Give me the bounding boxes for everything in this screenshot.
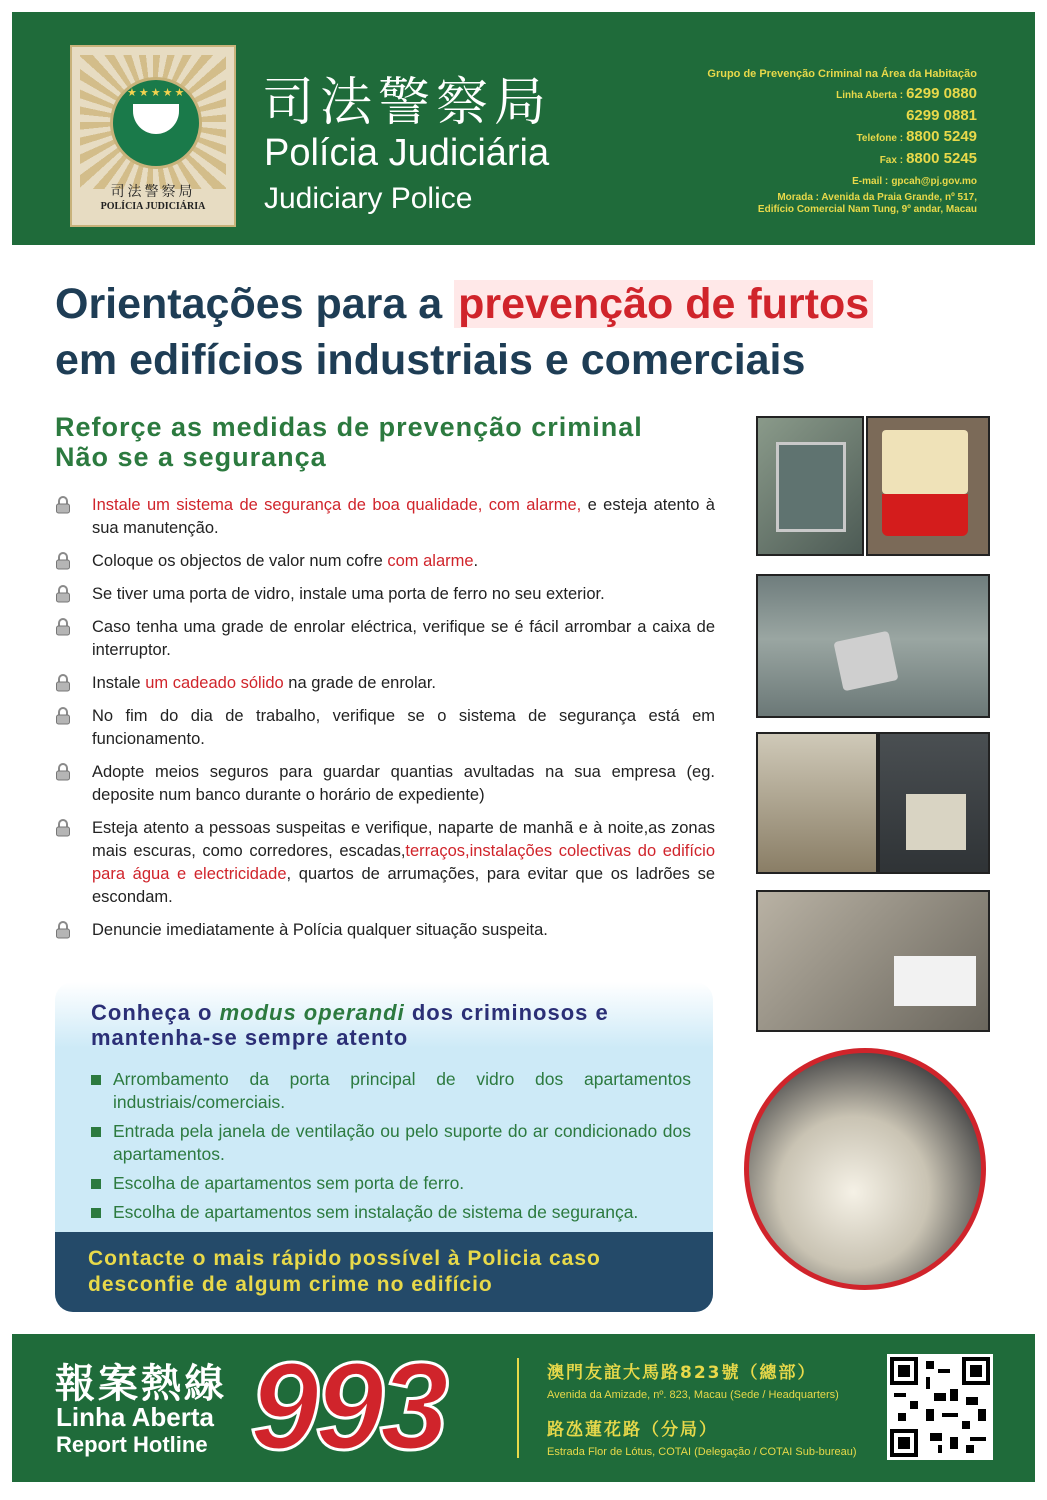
modus-title-line2: mantenha-se sempre atento [91, 1025, 409, 1050]
logo-pt-text: POLÍCIA JUDICIÁRIA [100, 201, 206, 212]
air-conditioner-icon [894, 956, 976, 1006]
tip-item [55, 817, 715, 909]
macau-emblem-icon [110, 77, 202, 169]
tip-text-text: Caso tenha uma grade de enrolar eléctrica, verifique se é fácil arrombar a caixa de interruptor. [92, 618, 715, 659]
address-line-1: Morada : Avenida da Praia Grande, nº 517, [777, 192, 977, 203]
address-line-2: Edifício Comercial Nam Tung, 9º andar, Macau [757, 204, 977, 215]
hotline-number-1: 6299 0880 [906, 85, 977, 102]
contact-line-2: desconfie de algum crime no edifício [88, 1273, 493, 1296]
padlock-photo [756, 574, 990, 718]
hq-address-pt: Avenida da Amizade, nº. 823, Macau (Sede / Headquarters) [547, 1389, 839, 1401]
tip-text-before: Esteja atento a pessoas suspeitas e verifique, naparte de manhã e à noite,as zonas mais escuras, como corredores, escadas, [92, 819, 715, 860]
tip-text-red: um cadeado sólido [145, 674, 284, 692]
phone-label: Telefone : [856, 133, 904, 144]
footer-banner [12, 1334, 1035, 1482]
modus-title-before: Conheça o [91, 1000, 220, 1025]
modus-title-em: modus operandi [219, 1000, 405, 1025]
footer-addresses [547, 1358, 857, 1472]
hotline-number-2: 6299 0881 [906, 107, 977, 124]
electric-meter-photo [878, 732, 990, 874]
modus-item: Escolha de apartamentos sem instalação de sistema de segurança. [91, 1201, 691, 1224]
hq-address-cn: 澳門友誼大馬路823號（總部） [547, 1363, 817, 1383]
tip-text-before: Coloque os objectos de valor num cofre [92, 552, 388, 570]
tip-item [55, 494, 715, 540]
modus-item: Arrombamento da porta principal de vidro dos apartamentos industriais/comerciais. [91, 1068, 691, 1114]
hotline-pt: Linha Aberta [56, 1402, 214, 1432]
padlock-bullet-icon [55, 618, 71, 636]
phone-number: 8800 5249 [906, 128, 977, 145]
tip-text-after: . [473, 552, 479, 570]
header-banner [12, 12, 1035, 245]
police-logo [70, 45, 236, 227]
modus-operandi-box [55, 982, 713, 1312]
padlock-bullet-icon [55, 674, 71, 692]
tip-text-red: Instale um sistema de segurança de boa qualidade, com alarme, [92, 496, 582, 514]
tip-item [55, 616, 715, 662]
padlock-icon [833, 631, 898, 692]
headline-part1: Orientações para a [55, 280, 455, 328]
safe-photo [756, 416, 864, 556]
padlock-bullet-icon [55, 819, 71, 837]
contact-info [637, 64, 977, 216]
padlock-bullet-icon [55, 763, 71, 781]
tip-item [55, 672, 715, 695]
tip-text-red: terraços,instalações colectivas do edifício para água e electricidade [92, 842, 715, 883]
group-name: Grupo de Prevenção Criminal na Área da Habitação [707, 68, 977, 80]
subheading [55, 412, 643, 472]
modus-list [91, 1068, 691, 1230]
padlock-bullet-icon [55, 707, 71, 725]
stars-icon: ★★★★★ [127, 87, 187, 99]
tip-text-after: e esteja atento à sua manutenção. [92, 496, 715, 537]
padlock-bullet-icon [55, 921, 71, 939]
tip-text-text: Denuncie imediatamente à Polícia qualquer situação suspeita. [92, 921, 548, 939]
modus-title-after: dos criminosos e [404, 1000, 609, 1025]
title-portuguese: Polícia Judiciária [264, 132, 550, 174]
modus-item: Entrada pela janela de ventilação ou pelo suporte do ar condicionado dos apartamentos. [91, 1120, 691, 1166]
email-link[interactable]: gpcah@pj.gov.mo [891, 176, 977, 187]
hotline-en: Report Hotline [56, 1432, 208, 1457]
alarm-photo [866, 416, 990, 556]
tip-text-text: No fim do dia de trabalho, verifique se o sistema de segurança está em funcionamento. [92, 707, 715, 748]
meter-box-icon [906, 794, 966, 850]
subheading-line1: Reforçe as medidas de prevenção criminal [55, 412, 643, 442]
modus-item: Escolha de apartamentos sem porta de ferro. [91, 1172, 691, 1195]
qr-code-icon[interactable] [887, 1354, 993, 1460]
safe-door-icon [776, 442, 846, 532]
tip-text-red: com alarme [387, 552, 474, 570]
subheading-line2: Não se a segurança [55, 442, 327, 472]
contact-police-banner [55, 1232, 713, 1312]
cotai-address-cn: 路氹蓮花路（分局） [547, 1420, 718, 1440]
logo-cn-text: 司法警察局 [110, 184, 196, 200]
corridor-photo [756, 732, 878, 874]
tip-item [55, 550, 715, 573]
padlock-bullet-icon [55, 585, 71, 603]
tip-text-before: Instale [92, 674, 146, 692]
padlock-bullet-icon [55, 552, 71, 570]
contact-line-1: Contacte o mais rápido possível à Policia caso [88, 1247, 601, 1270]
ransacked-drawer-photo [744, 1048, 986, 1290]
tip-item [55, 761, 715, 807]
tip-item [55, 919, 715, 942]
email-label: E-mail : [852, 176, 889, 187]
padlock-bullet-icon [55, 496, 71, 514]
fax-number: 8800 5245 [906, 150, 977, 167]
tip-text-text: Se tiver uma porta de vidro, instale uma porta de ferro no seu exterior. [92, 585, 605, 603]
headline-highlight: prevenção de furtos [454, 280, 873, 328]
qr-pattern [890, 1357, 990, 1457]
tip-text-after: , quartos de arrumações, para evitar que os ladrões se escondam. [92, 865, 716, 906]
footer-divider [517, 1358, 519, 1458]
headline-line2: em edifícios industriais e comerciais [55, 336, 806, 384]
staircase-ac-photo [756, 890, 990, 1032]
title-english: Judiciary Police [264, 182, 473, 215]
alarm-box-icon [882, 430, 968, 494]
cotai-address-pt: Estrada Flor de Lótus, COTAI (Delegação / COTAI Sub-bureau) [547, 1446, 857, 1458]
tip-item [55, 583, 715, 606]
hotline-label: Linha Aberta : [836, 90, 904, 101]
tip-text-after: na grade de enrolar. [283, 674, 436, 692]
lotus-icon [133, 104, 179, 134]
tip-text-text: Adopte meios seguros para guardar quantias avultadas na sua empresa (eg. deposite num banco durante o horário de expediente) [92, 763, 715, 804]
hotline-number[interactable]: 993 [250, 1338, 445, 1476]
hotline-cn: 報案熱線 [55, 1361, 227, 1407]
fax-label: Fax : [879, 155, 904, 166]
title-chinese: 司法警察局 [262, 73, 553, 133]
tip-item [55, 705, 715, 751]
main-headline [55, 276, 1005, 388]
tips-list [55, 494, 715, 952]
alarm-siren-icon [882, 494, 968, 536]
modus-title [91, 1000, 609, 1050]
